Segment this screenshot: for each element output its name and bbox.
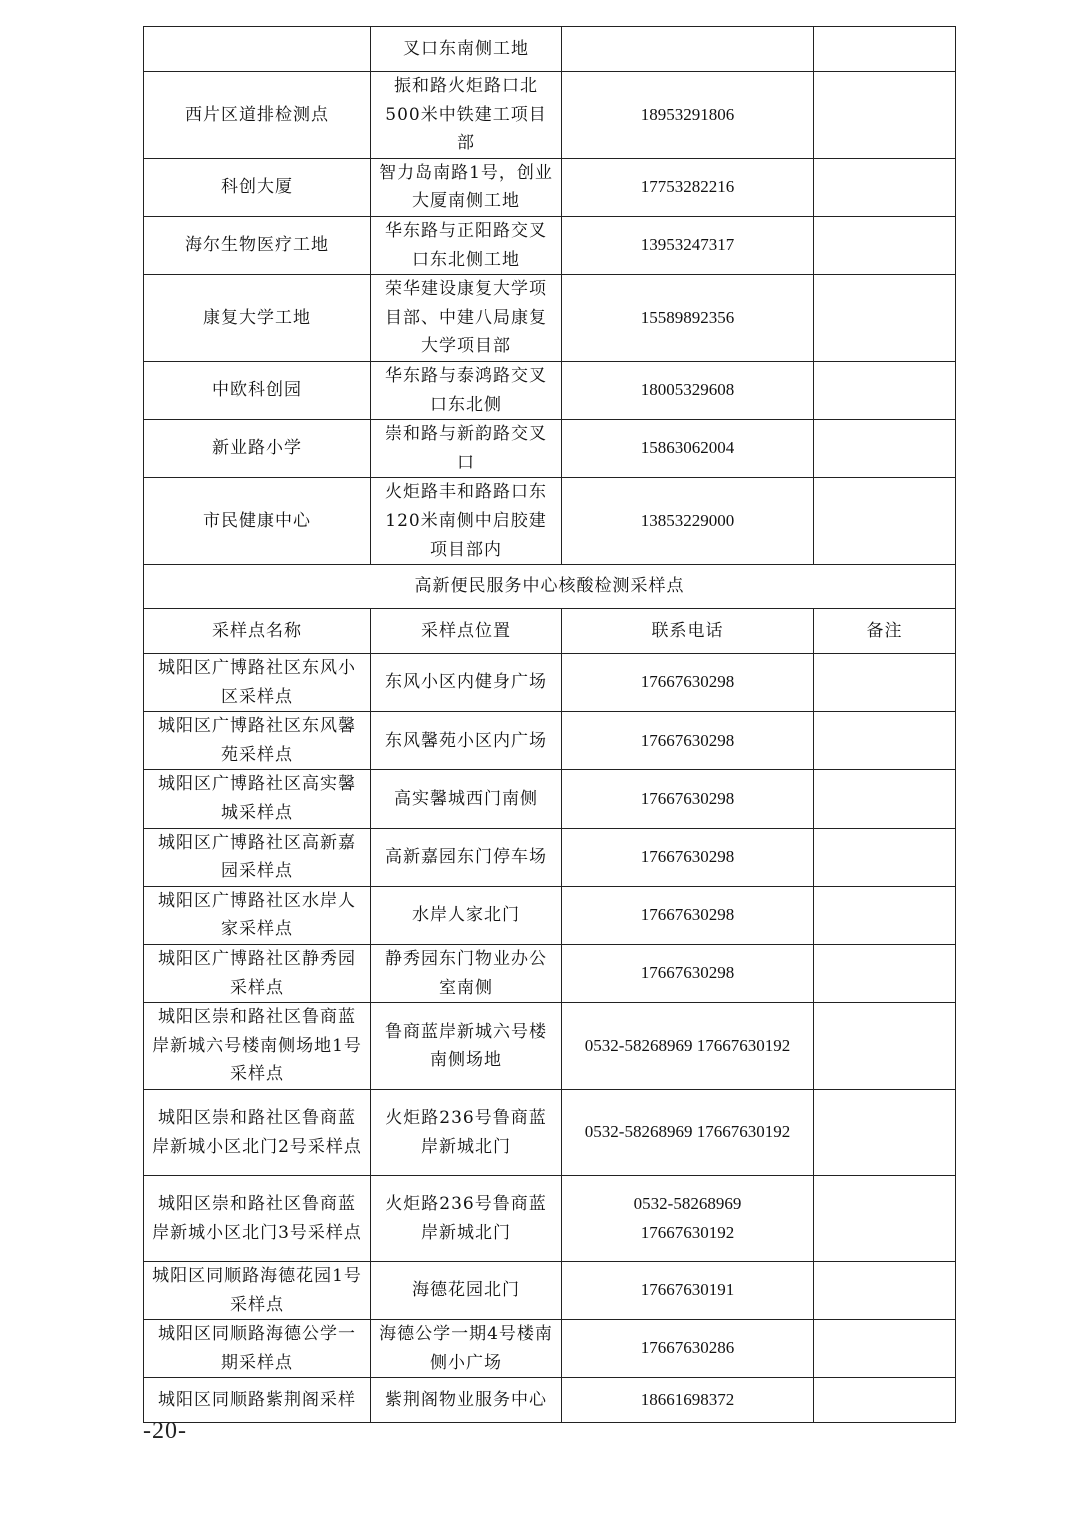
table-row: [144, 770, 956, 828]
site-phone-cell: 17667630286: [562, 1320, 814, 1378]
site-location-cell: 紫荆阁物业服务中心: [371, 1378, 562, 1423]
table-row: [144, 361, 956, 419]
site-note-cell: [814, 1003, 956, 1090]
site-phone-cell: 17667630298: [562, 828, 814, 886]
site-name-cell: 城阳区同顺路紫荆阁采样: [144, 1378, 371, 1423]
table-row: [144, 654, 956, 712]
site-note-cell: [814, 828, 956, 886]
site-name-cell: 科创大厦: [144, 158, 371, 216]
site-location-cell: 东风小区内健身广场: [371, 654, 562, 712]
site-phone-cell: 13953247317: [562, 216, 814, 274]
table-row: [144, 945, 956, 1003]
site-location-cell: 东风馨苑小区内广场: [371, 712, 562, 770]
site-phone-cell: 15589892356: [562, 275, 814, 362]
site-location-cell: 高实馨城西门南侧: [371, 770, 562, 828]
table-row: [144, 1003, 956, 1090]
column-header-note: 备注: [814, 609, 956, 654]
site-name-cell: 西片区道排检测点: [144, 72, 371, 159]
table-row: [144, 828, 956, 886]
site-name-cell: 城阳区广博路社区东风小区采样点: [144, 654, 371, 712]
table-row: [144, 1262, 956, 1320]
site-name-cell: 中欧科创园: [144, 361, 371, 419]
site-name-cell: 城阳区同顺路海德公学一期采样点: [144, 1320, 371, 1378]
table-row: [144, 712, 956, 770]
site-note-cell: [814, 420, 956, 478]
site-phone-cell: 0532-58268969 17667630192: [562, 1176, 814, 1262]
site-phone-cell: 17667630298: [562, 654, 814, 712]
table-row: [144, 1378, 956, 1423]
site-location-cell: 荣华建设康复大学项目部、中建八局康复大学项目部: [371, 275, 562, 362]
table-row: [144, 886, 956, 944]
section-title: 高新便民服务中心核酸检测采样点: [144, 565, 956, 609]
site-name-cell: 城阳区崇和路社区鲁商蓝岸新城六号楼南侧场地1号采样点: [144, 1003, 371, 1090]
site-name-cell: 市民健康中心: [144, 478, 371, 565]
site-name-cell: 城阳区崇和路社区鲁商蓝岸新城小区北门2号采样点: [144, 1090, 371, 1176]
site-name-cell: 海尔生物医疗工地: [144, 216, 371, 274]
table-row: [144, 1320, 956, 1378]
site-phone-cell: [562, 27, 814, 72]
table-row: [144, 216, 956, 274]
site-note-cell: [814, 1320, 956, 1378]
site-phone-cell: 15863062004: [562, 420, 814, 478]
site-name-cell: 城阳区广博路社区高实馨城采样点: [144, 770, 371, 828]
site-name-cell: 城阳区广博路社区高新嘉园采样点: [144, 828, 371, 886]
table-row: [144, 420, 956, 478]
site-name-cell: [144, 27, 371, 72]
sampling-sites-table: [143, 26, 956, 1423]
site-phone-cell: 17667630298: [562, 886, 814, 944]
site-location-cell: 静秀园东门物业办公室南侧: [371, 945, 562, 1003]
table-header-row: [144, 609, 956, 654]
site-phone-cell: 0532-58268969 17667630192: [562, 1090, 814, 1176]
site-note-cell: [814, 275, 956, 362]
site-location-cell: 崇和路与新韵路交叉口: [371, 420, 562, 478]
table-row: [144, 27, 956, 72]
site-location-cell: 海德花园北门: [371, 1262, 562, 1320]
site-note-cell: [814, 886, 956, 944]
site-note-cell: [814, 945, 956, 1003]
site-phone-cell: 18953291806: [562, 72, 814, 159]
column-header-phone: 联系电话: [562, 609, 814, 654]
site-phone-cell: 17667630298: [562, 945, 814, 1003]
table-row: [144, 478, 956, 565]
site-location-cell: 高新嘉园东门停车场: [371, 828, 562, 886]
section-title-row: [144, 565, 956, 609]
site-name-cell: 城阳区同顺路海德花园1号采样点: [144, 1262, 371, 1320]
site-note-cell: [814, 1090, 956, 1176]
site-note-cell: [814, 1262, 956, 1320]
site-name-cell: 城阳区崇和路社区鲁商蓝岸新城小区北门3号采样点: [144, 1176, 371, 1262]
column-header-name: 采样点名称: [144, 609, 371, 654]
site-name-cell: 新业路小学: [144, 420, 371, 478]
site-note-cell: [814, 158, 956, 216]
table-row: [144, 158, 956, 216]
site-location-cell: 火炬路236号鲁商蓝岸新城北门: [371, 1090, 562, 1176]
site-phone-cell: 18005329608: [562, 361, 814, 419]
site-phone-cell: 17753282216: [562, 158, 814, 216]
table-row: [144, 1176, 956, 1262]
site-name-cell: 城阳区广博路社区东风馨苑采样点: [144, 712, 371, 770]
site-name-cell: 康复大学工地: [144, 275, 371, 362]
site-name-cell: 城阳区广博路社区静秀园采样点: [144, 945, 371, 1003]
site-location-cell: 火炬路丰和路路口东120米南侧中启胶建项目部内: [371, 478, 562, 565]
site-note-cell: [814, 361, 956, 419]
site-phone-cell: 18661698372: [562, 1378, 814, 1423]
site-note-cell: [814, 72, 956, 159]
site-location-cell: 水岸人家北门: [371, 886, 562, 944]
site-note-cell: [814, 1176, 956, 1262]
site-name-cell: 城阳区广博路社区水岸人家采样点: [144, 886, 371, 944]
table-row: [144, 1090, 956, 1176]
column-header-location: 采样点位置: [371, 609, 562, 654]
site-location-cell: 叉口东南侧工地: [371, 27, 562, 72]
site-location-cell: 华东路与泰鸿路交叉口东北侧: [371, 361, 562, 419]
site-location-cell: 振和路火炬路口北500米中铁建工项目部: [371, 72, 562, 159]
site-phone-cell: 17667630298: [562, 770, 814, 828]
site-note-cell: [814, 478, 956, 565]
site-phone-cell: 13853229000: [562, 478, 814, 565]
site-phone-cell: 0532-58268969 17667630192: [562, 1003, 814, 1090]
site-note-cell: [814, 1378, 956, 1423]
page-number: -20-: [143, 1418, 187, 1444]
site-note-cell: [814, 27, 956, 72]
table-row: [144, 275, 956, 362]
table-row: [144, 72, 956, 159]
site-note-cell: [814, 654, 956, 712]
site-location-cell: 火炬路236号鲁商蓝岸新城北门: [371, 1176, 562, 1262]
site-note-cell: [814, 770, 956, 828]
site-location-cell: 鲁商蓝岸新城六号楼南侧场地: [371, 1003, 562, 1090]
site-phone-cell: 17667630191: [562, 1262, 814, 1320]
site-location-cell: 智力岛南路1号，创业大厦南侧工地: [371, 158, 562, 216]
site-note-cell: [814, 216, 956, 274]
site-phone-cell: 17667630298: [562, 712, 814, 770]
site-location-cell: 华东路与正阳路交叉口东北侧工地: [371, 216, 562, 274]
site-location-cell: 海德公学一期4号楼南侧小广场: [371, 1320, 562, 1378]
site-note-cell: [814, 712, 956, 770]
